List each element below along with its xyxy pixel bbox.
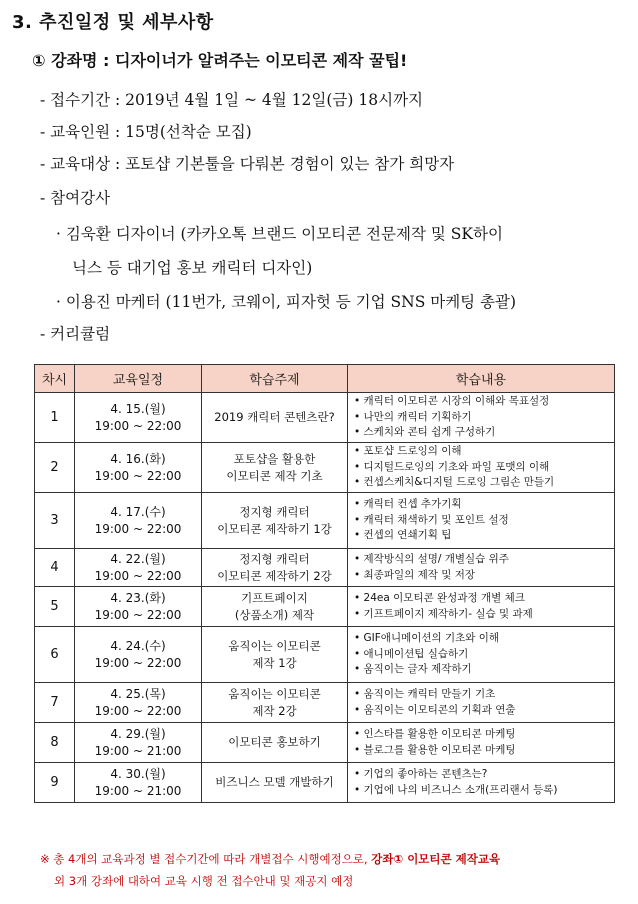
schedule-date: 4. 29.(월) bbox=[110, 726, 166, 741]
content-item: • 포토샵 드로잉의 이해 bbox=[354, 444, 612, 460]
header-session: 차시 bbox=[35, 365, 75, 393]
topic-line: 포토샵을 활용한 bbox=[233, 451, 316, 466]
content-item: • 컨셉스케치&디지털 드로잉 그림손 만들기 bbox=[354, 475, 612, 491]
schedule-time: 19:00 ~ 22:00 bbox=[94, 568, 182, 583]
footnote-highlight: 강좌① 이모티콘 제작교육 bbox=[371, 852, 501, 866]
content-cell bbox=[348, 549, 615, 587]
table-row bbox=[35, 627, 615, 683]
table-row bbox=[35, 549, 615, 587]
content-cell bbox=[348, 763, 615, 803]
session-number: 8 bbox=[35, 723, 75, 763]
topic-cell bbox=[202, 683, 348, 723]
footnote-text: ※ 총 4개의 교육과정 별 접수기간에 따라 개별접수 시행예정으로, bbox=[40, 852, 372, 866]
schedule-cell bbox=[75, 587, 202, 627]
header-topic: 학습주제 bbox=[202, 365, 348, 393]
topic-line: 비즈니스 모델 개발하기 bbox=[215, 775, 334, 789]
footnote-line2: 외 3개 강좌에 대하여 교육 시행 전 접수안내 및 재공지 예정 bbox=[54, 874, 354, 888]
topic-cell bbox=[202, 393, 348, 443]
topic-cell bbox=[202, 587, 348, 627]
schedule-time: 19:00 ~ 22:00 bbox=[94, 468, 182, 483]
session-number: 2 bbox=[35, 443, 75, 493]
topic-cell bbox=[202, 627, 348, 683]
session-number: 9 bbox=[35, 763, 75, 803]
schedule-cell bbox=[75, 393, 202, 443]
schedule-date: 4. 30.(월) bbox=[110, 766, 166, 781]
footnote bbox=[40, 848, 630, 892]
instructors-label: - 참여강사 bbox=[40, 189, 111, 207]
content-item: • 나만의 캐릭터 기획하기 bbox=[354, 410, 612, 426]
schedule-date: 4. 25.(목) bbox=[110, 686, 166, 701]
schedule-date: 4. 24.(수) bbox=[110, 638, 166, 653]
table-row bbox=[35, 723, 615, 763]
topic-line: 움직이는 이모티콘 bbox=[228, 686, 321, 701]
schedule-time: 19:00 ~ 21:00 bbox=[94, 783, 182, 798]
content-cell bbox=[348, 723, 615, 763]
topic-cell bbox=[202, 549, 348, 587]
content-item: • 애니메이션팁 실습하기 bbox=[354, 647, 612, 663]
schedule-time: 19:00 ~ 22:00 bbox=[94, 607, 182, 622]
content-item: • 움직이는 캐릭터 만들기 기초 bbox=[354, 687, 612, 703]
content-cell bbox=[348, 493, 615, 549]
topic-line: 정지형 캐릭터 bbox=[239, 551, 310, 566]
schedule-date: 4. 17.(수) bbox=[110, 504, 166, 519]
content-cell bbox=[348, 587, 615, 627]
curriculum-table bbox=[34, 364, 615, 803]
section-title: 3. 추진일정 및 세부사항 bbox=[12, 12, 214, 33]
content-item: • 기업에 나의 비즈니스 소개(프리랜서 등록) bbox=[354, 783, 612, 799]
content-item: • GIF애니메이션의 기초와 이해 bbox=[354, 631, 612, 647]
schedule-cell bbox=[75, 549, 202, 587]
content-item: • 블로그를 활용한 이모티콘 마케팅 bbox=[354, 743, 612, 759]
schedule-cell bbox=[75, 683, 202, 723]
session-number: 3 bbox=[35, 493, 75, 549]
schedule-date: 4. 22.(월) bbox=[110, 551, 166, 566]
schedule-date: 4. 15.(월) bbox=[110, 401, 166, 416]
content-item: • 최종파일의 제작 및 저장 bbox=[354, 568, 612, 584]
content-item: • 움직이는 글자 제작하기 bbox=[354, 662, 612, 678]
topic-cell bbox=[202, 443, 348, 493]
schedule-time: 19:00 ~ 21:00 bbox=[94, 743, 182, 758]
table-row bbox=[35, 393, 615, 443]
content-item: • 캐릭터 이모티콘 시장의 이해와 목표설정 bbox=[354, 394, 612, 410]
schedule-time: 19:00 ~ 22:00 bbox=[94, 655, 182, 670]
table-row bbox=[35, 683, 615, 723]
schedule-cell bbox=[75, 627, 202, 683]
target-audience: - 교육대상 : 포토샵 기본툴을 다뤄본 경험이 있는 참가 희망자 bbox=[40, 155, 455, 173]
schedule-time: 19:00 ~ 22:00 bbox=[94, 703, 182, 718]
session-number: 5 bbox=[35, 587, 75, 627]
topic-line: 움직이는 이모티콘 bbox=[228, 638, 321, 653]
table-header-row bbox=[35, 365, 615, 393]
content-item: • 스케치와 콘티 쉽게 구성하기 bbox=[354, 425, 612, 441]
curriculum-label: - 커리큘럼 bbox=[40, 325, 111, 343]
schedule-cell bbox=[75, 443, 202, 493]
topic-line: 기프트페이지 bbox=[241, 590, 308, 605]
topic-line: 제작 2강 bbox=[252, 703, 297, 718]
instructor-2: · 이용진 마케터 (11번가, 코웨이, 피자헛 등 기업 SNS 마케팅 총괄) bbox=[56, 293, 517, 311]
topic-cell bbox=[202, 493, 348, 549]
topic-cell bbox=[202, 763, 348, 803]
header-content: 학습내용 bbox=[348, 365, 615, 393]
topic-line: 이모티콘 제작하기 1강 bbox=[217, 521, 332, 536]
table-row bbox=[35, 587, 615, 627]
schedule-time: 19:00 ~ 22:00 bbox=[94, 418, 182, 433]
topic-line: 이모티콘 제작 기초 bbox=[226, 468, 323, 483]
content-cell bbox=[348, 627, 615, 683]
schedule-date: 4. 16.(화) bbox=[110, 451, 166, 466]
topic-line: 이모티콘 홍보하기 bbox=[228, 735, 321, 749]
table-row bbox=[35, 763, 615, 803]
content-item: • 인스타를 활용한 이모티콘 마케팅 bbox=[354, 727, 612, 743]
content-item: • 기프트페이지 제작하기- 실습 및 과제 bbox=[354, 607, 612, 623]
session-number: 1 bbox=[35, 393, 75, 443]
content-item: • 캐릭터 채색하기 및 포인트 설정 bbox=[354, 513, 612, 529]
schedule-cell bbox=[75, 763, 202, 803]
table-row bbox=[35, 493, 615, 549]
schedule-cell bbox=[75, 723, 202, 763]
topic-line: 제작 1강 bbox=[252, 655, 297, 670]
content-item: • 캐릭터 컨셉 추가기획 bbox=[354, 497, 612, 513]
topic-line: (상품소개) 제작 bbox=[234, 607, 315, 622]
topic-line: 2019 캐릭터 콘텐츠란? bbox=[214, 410, 335, 424]
content-cell bbox=[348, 443, 615, 493]
instructor-1-line1: · 김욱환 디자이너 (카카오톡 브랜드 이모티콘 전문제작 및 SK하이 bbox=[56, 225, 503, 243]
header-schedule: 교육일정 bbox=[75, 365, 202, 393]
content-item: • 기업의 좋아하는 콘텐츠는? bbox=[354, 767, 612, 783]
session-number: 4 bbox=[35, 549, 75, 587]
topic-cell bbox=[202, 723, 348, 763]
schedule-cell bbox=[75, 493, 202, 549]
session-number: 7 bbox=[35, 683, 75, 723]
table-row bbox=[35, 443, 615, 493]
content-item: • 컨셉의 연쇄기획 팁 bbox=[354, 528, 612, 544]
content-item: • 24ea 이모티콘 완성과정 개별 체크 bbox=[354, 591, 612, 607]
topic-line: 정지형 캐릭터 bbox=[239, 504, 310, 519]
course-title: ① 강좌명 : 디자이너가 알려주는 이모티콘 제작 꿀팁! bbox=[32, 51, 408, 70]
instructor-1-line2: 닉스 등 대기업 홍보 캐릭터 디자인) bbox=[72, 259, 313, 277]
topic-line: 이모티콘 제작하기 2강 bbox=[217, 568, 332, 583]
content-cell bbox=[348, 393, 615, 443]
session-number: 6 bbox=[35, 627, 75, 683]
content-item: • 디지털드로잉의 기초와 파일 포맷의 이해 bbox=[354, 460, 612, 476]
schedule-date: 4. 23.(화) bbox=[110, 590, 166, 605]
schedule-time: 19:00 ~ 22:00 bbox=[94, 521, 182, 536]
content-item: • 제작방식의 설명/ 개별실습 위주 bbox=[354, 552, 612, 568]
enrollment: - 교육인원 : 15명(선착순 모집) bbox=[40, 123, 252, 141]
application-period: - 접수기간 : 2019년 4월 1일 ~ 4월 12일(금) 18시까지 bbox=[40, 91, 424, 109]
content-cell bbox=[348, 683, 615, 723]
content-item: • 움직이는 이모티콘의 기획과 연출 bbox=[354, 703, 612, 719]
